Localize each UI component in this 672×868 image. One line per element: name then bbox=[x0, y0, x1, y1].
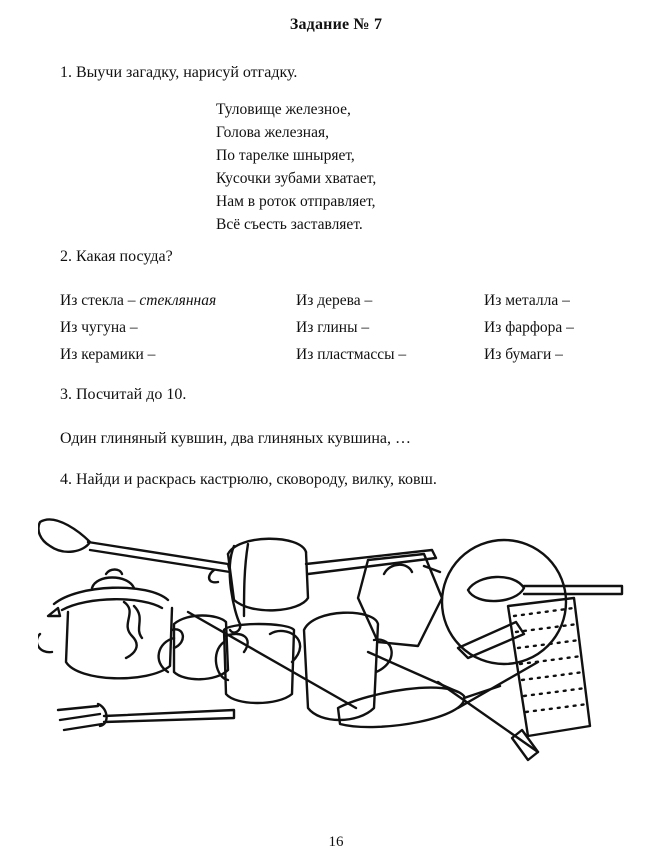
material-cell: Из металла – bbox=[484, 292, 570, 309]
page-number: 16 bbox=[328, 834, 344, 850]
riddle-line: Всё съесть заставляет. bbox=[216, 216, 363, 233]
material-row bbox=[60, 346, 620, 373]
kettle-icon bbox=[358, 554, 442, 646]
task-3-example: Один глиняный кувшин, два глиняных кувшина, … bbox=[60, 430, 412, 447]
riddle-line: Голова железная, bbox=[216, 124, 329, 141]
spoon-handle-icon bbox=[244, 544, 248, 616]
material-row bbox=[60, 292, 620, 319]
material-grid bbox=[60, 292, 620, 373]
material-row bbox=[60, 319, 620, 346]
riddle-line: Туловище железное, bbox=[216, 101, 351, 118]
fork-icon bbox=[58, 704, 234, 730]
example-answer: стеклянная bbox=[139, 292, 217, 309]
task-1-text: 1. Выучи загадку, нарисуй отгадку. bbox=[60, 64, 298, 81]
riddle-line: Кусочки зубами хватает, bbox=[216, 170, 377, 187]
rolling-pin-icon bbox=[188, 612, 356, 708]
material-cell: Из керамики – bbox=[60, 346, 156, 363]
riddle-line: Нам в роток отправляет, bbox=[216, 193, 376, 210]
material-cell: Из чугуна – bbox=[60, 319, 138, 336]
saucepan-icon bbox=[38, 570, 183, 679]
ladle-top-left-icon bbox=[38, 519, 230, 572]
page-title: Задание № 7 bbox=[289, 16, 383, 33]
overlapping-kitchenware-picture bbox=[38, 512, 648, 782]
task-4-text: 4. Найди и раскрась кастрюлю, сковороду, вилку, ковш. bbox=[60, 471, 437, 488]
grater-icon bbox=[508, 598, 590, 736]
ladle-right-icon bbox=[468, 577, 622, 601]
material-cell bbox=[60, 292, 216, 310]
material-cell: Из бумаги – bbox=[484, 346, 563, 363]
material-cell: Из глины – bbox=[296, 319, 370, 336]
riddle bbox=[216, 98, 376, 236]
material-cell: Из пластмассы – bbox=[296, 346, 407, 363]
whisk-loop-icon bbox=[230, 546, 241, 632]
riddle-line: По тарелке шныряет, bbox=[216, 147, 355, 164]
task-3-text: 3. Посчитай до 10. bbox=[60, 386, 187, 403]
material-label: Из стекла – bbox=[60, 292, 140, 309]
material-cell: Из фарфора – bbox=[484, 319, 574, 336]
material-cell: Из дерева – bbox=[296, 292, 373, 309]
spatula-icon bbox=[458, 662, 538, 708]
task-2-text: 2. Какая посуда? bbox=[60, 248, 173, 265]
